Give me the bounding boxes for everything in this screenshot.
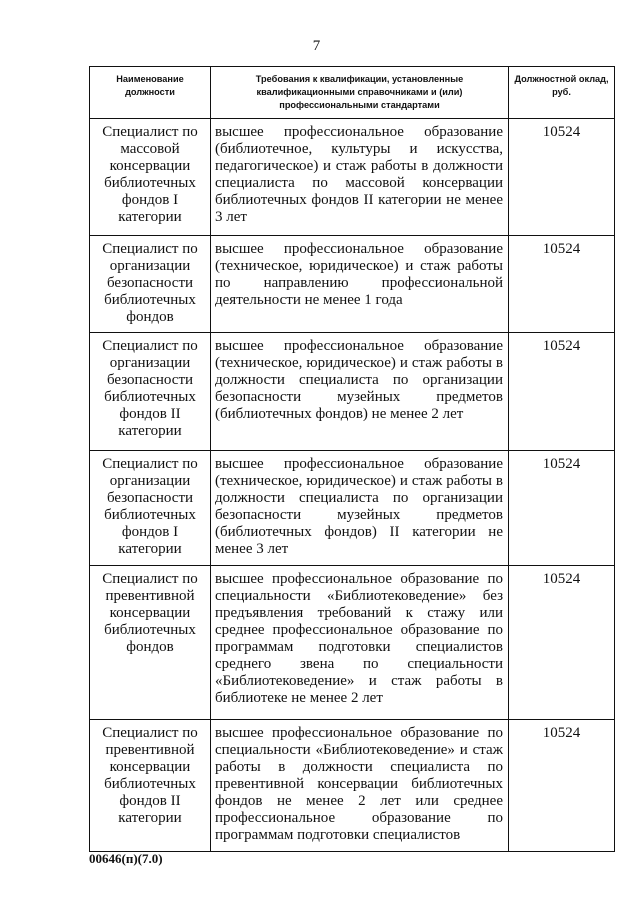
salary-cell: 10524: [509, 720, 615, 852]
header-salary: Должностной оклад, руб.: [509, 67, 615, 119]
position-cell: Специалист по организации безопасности библиотечных фондов I категории: [90, 451, 211, 566]
salary-cell: 10524: [509, 451, 615, 566]
salary-cell: 10524: [509, 119, 615, 236]
requirements-cell: высшее профессиональное образование (техническое, юридическое) и стаж работы в должности специалиста по организации безопасности музейных предметов (библиотечных фондов) II категории не менее 3 лет: [211, 451, 509, 566]
requirements-cell: высшее профессиональное образование (библиотечное, культуры и искусства, педагогическое) и стаж работы в должности специалиста по массовой консервации библиотечных фондов II категории не менее 3 лет: [211, 119, 509, 236]
salary-cell: 10524: [509, 333, 615, 451]
table-row: [90, 119, 615, 236]
position-cell: Специалист по организации безопасности библиотечных фондов II категории: [90, 333, 211, 451]
requirements-cell: высшее профессиональное образование (техническое, юридическое) и стаж работы в должности специалиста по организации безопасности музейных предметов (библиотечных фондов) не менее 2 лет: [211, 333, 509, 451]
salary-cell: 10524: [509, 566, 615, 720]
requirements-cell: высшее профессиональное образование (техническое, юридическое) и стаж работы по направлению профессиональной деятельности не менее 1 года: [211, 236, 509, 333]
table-row: [90, 451, 615, 566]
header-requirements: Требования к квалификации, установленные квалификационными справочниками и (или) профессиональными стандартами: [211, 67, 509, 119]
salary-cell: 10524: [509, 236, 615, 333]
table-row: [90, 333, 615, 451]
position-cell: Специалист по организации безопасности библиотечных фондов: [90, 236, 211, 333]
table-row: [90, 236, 615, 333]
document-code: 00646(п)(7.0): [89, 851, 163, 866]
qualification-table: [89, 66, 615, 852]
table-row: [90, 566, 615, 720]
position-cell: Специалист по массовой консервации библиотечных фондов I категории: [90, 119, 211, 236]
requirements-cell: высшее профессиональное образование по специальности «Библиотековедение» без предъявления требований к стажу или среднее профессиональное образование по программам подготовки специалистов среднего звена по специальности «Библиотековедение» и стаж работы в библиотеке не менее 2 лет: [211, 566, 509, 720]
position-cell: Специалист по превентивной консервации библиотечных фондов: [90, 566, 211, 720]
page-number: 7: [312, 38, 321, 54]
position-cell: Специалист по превентивной консервации библиотечных фондов II категории: [90, 720, 211, 852]
requirements-cell: высшее профессиональное образование по специальности «Библиотековедение» и стаж работы в должности специалиста по превентивной консервации библиотечных фондов не менее 2 лет или среднее профессиональное образование по программам подготовки специалистов: [211, 720, 509, 852]
header-position: Наименование должности: [90, 67, 211, 119]
table-header-row: [90, 67, 615, 119]
table-row: [90, 720, 615, 852]
